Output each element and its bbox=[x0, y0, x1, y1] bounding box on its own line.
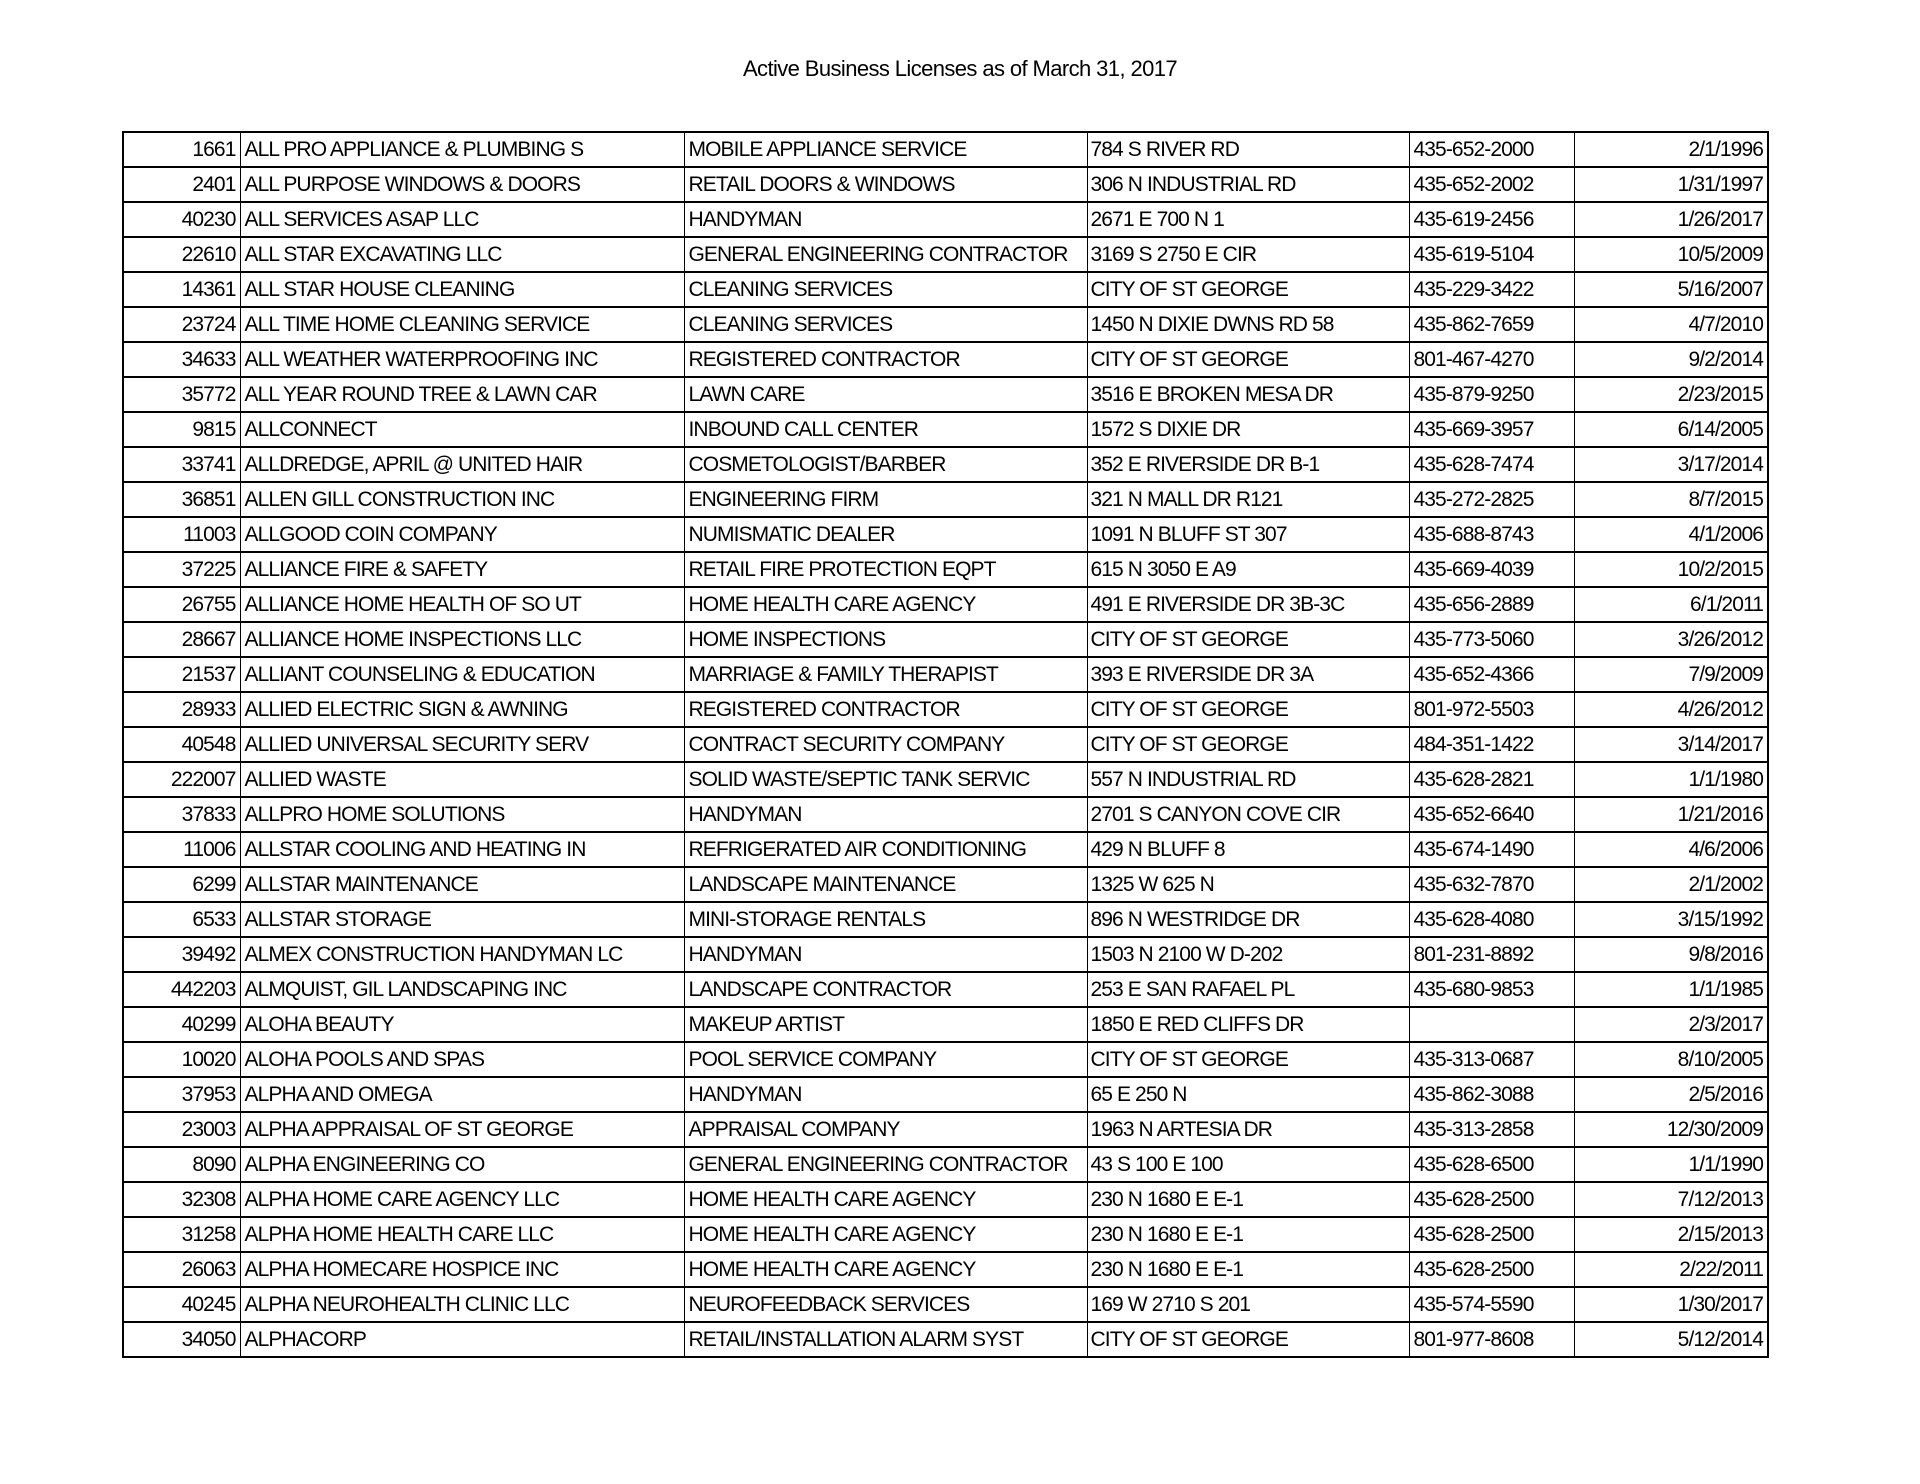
address-cell: 1091 N BLUFF ST 307 bbox=[1087, 517, 1409, 552]
business-name-cell: ALL YEAR ROUND TREE & LAWN CAR bbox=[240, 377, 684, 412]
license-number-cell: 35772 bbox=[123, 377, 240, 412]
business-type-cell: SOLID WASTE/SEPTIC TANK SERVIC bbox=[684, 762, 1087, 797]
license-number-cell: 1661 bbox=[123, 132, 240, 167]
business-name-cell: ALMQUIST, GIL LANDSCAPING INC bbox=[240, 972, 684, 1007]
business-name-cell: ALLIED UNIVERSAL SECURITY SERV bbox=[240, 727, 684, 762]
business-type-cell: GENERAL ENGINEERING CONTRACTOR bbox=[684, 1147, 1087, 1182]
address-cell: 2701 S CANYON COVE CIR bbox=[1087, 797, 1409, 832]
business-type-cell: HANDYMAN bbox=[684, 797, 1087, 832]
business-type-cell: GENERAL ENGINEERING CONTRACTOR bbox=[684, 237, 1087, 272]
address-cell: CITY OF ST GEORGE bbox=[1087, 1322, 1409, 1357]
table-row bbox=[123, 867, 1768, 902]
address-cell: 1572 S DIXIE DR bbox=[1087, 412, 1409, 447]
phone-cell: 435-619-5104 bbox=[1409, 237, 1574, 272]
business-type-cell: LANDSCAPE CONTRACTOR bbox=[684, 972, 1087, 1007]
phone-cell: 435-272-2825 bbox=[1409, 482, 1574, 517]
business-type-cell: RETAIL DOORS & WINDOWS bbox=[684, 167, 1087, 202]
address-cell: 615 N 3050 E A9 bbox=[1087, 552, 1409, 587]
business-type-cell: HANDYMAN bbox=[684, 1077, 1087, 1112]
issue-date-cell: 2/23/2015 bbox=[1574, 377, 1768, 412]
license-number-cell: 36851 bbox=[123, 482, 240, 517]
business-type-cell: HOME HEALTH CARE AGENCY bbox=[684, 1182, 1087, 1217]
address-cell: 429 N BLUFF 8 bbox=[1087, 832, 1409, 867]
license-number-cell: 37833 bbox=[123, 797, 240, 832]
business-name-cell: ALL STAR EXCAVATING LLC bbox=[240, 237, 684, 272]
license-number-cell: 9815 bbox=[123, 412, 240, 447]
address-cell: 253 E SAN RAFAEL PL bbox=[1087, 972, 1409, 1007]
issue-date-cell: 2/3/2017 bbox=[1574, 1007, 1768, 1042]
table-row bbox=[123, 272, 1768, 307]
business-name-cell: ALLIANCE HOME INSPECTIONS LLC bbox=[240, 622, 684, 657]
phone-cell: 435-652-4366 bbox=[1409, 657, 1574, 692]
phone-cell: 435-656-2889 bbox=[1409, 587, 1574, 622]
table-row bbox=[123, 727, 1768, 762]
business-type-cell: CLEANING SERVICES bbox=[684, 307, 1087, 342]
phone-cell: 435-773-5060 bbox=[1409, 622, 1574, 657]
address-cell: 896 N WESTRIDGE DR bbox=[1087, 902, 1409, 937]
phone-cell: 435-229-3422 bbox=[1409, 272, 1574, 307]
address-cell: 1325 W 625 N bbox=[1087, 867, 1409, 902]
license-number-cell: 37953 bbox=[123, 1077, 240, 1112]
license-number-cell: 39492 bbox=[123, 937, 240, 972]
business-type-cell: LAWN CARE bbox=[684, 377, 1087, 412]
license-number-cell: 28933 bbox=[123, 692, 240, 727]
issue-date-cell: 1/30/2017 bbox=[1574, 1287, 1768, 1322]
issue-date-cell: 5/12/2014 bbox=[1574, 1322, 1768, 1357]
address-cell: CITY OF ST GEORGE bbox=[1087, 1042, 1409, 1077]
address-cell: 230 N 1680 E E-1 bbox=[1087, 1182, 1409, 1217]
phone-cell: 801-972-5503 bbox=[1409, 692, 1574, 727]
issue-date-cell: 10/5/2009 bbox=[1574, 237, 1768, 272]
license-number-cell: 26063 bbox=[123, 1252, 240, 1287]
address-cell: 1850 E RED CLIFFS DR bbox=[1087, 1007, 1409, 1042]
business-name-cell: ALLEN GILL CONSTRUCTION INC bbox=[240, 482, 684, 517]
business-type-cell: RETAIL FIRE PROTECTION EQPT bbox=[684, 552, 1087, 587]
issue-date-cell: 4/26/2012 bbox=[1574, 692, 1768, 727]
table-row bbox=[123, 202, 1768, 237]
business-name-cell: ALPHA APPRAISAL OF ST GEORGE bbox=[240, 1112, 684, 1147]
table-row bbox=[123, 1077, 1768, 1112]
business-name-cell: ALLIED ELECTRIC SIGN & AWNING bbox=[240, 692, 684, 727]
issue-date-cell: 4/7/2010 bbox=[1574, 307, 1768, 342]
address-cell: 230 N 1680 E E-1 bbox=[1087, 1217, 1409, 1252]
business-name-cell: ALL TIME HOME CLEANING SERVICE bbox=[240, 307, 684, 342]
business-type-cell: RETAIL/INSTALLATION ALARM SYST bbox=[684, 1322, 1087, 1357]
business-type-cell: ENGINEERING FIRM bbox=[684, 482, 1087, 517]
business-name-cell: ALPHACORP bbox=[240, 1322, 684, 1357]
page-title: Active Business Licenses as of March 31, 2017 bbox=[742, 56, 1178, 81]
business-name-cell: ALLIED WASTE bbox=[240, 762, 684, 797]
license-number-cell: 40299 bbox=[123, 1007, 240, 1042]
issue-date-cell: 10/2/2015 bbox=[1574, 552, 1768, 587]
phone-cell: 435-862-7659 bbox=[1409, 307, 1574, 342]
table-row bbox=[123, 1007, 1768, 1042]
business-name-cell: ALLIANCE HOME HEALTH OF SO UT bbox=[240, 587, 684, 622]
address-cell: 3516 E BROKEN MESA DR bbox=[1087, 377, 1409, 412]
business-type-cell: CLEANING SERVICES bbox=[684, 272, 1087, 307]
business-name-cell: ALL STAR HOUSE CLEANING bbox=[240, 272, 684, 307]
table-row bbox=[123, 762, 1768, 797]
phone-cell: 435-862-3088 bbox=[1409, 1077, 1574, 1112]
phone-cell: 435-632-7870 bbox=[1409, 867, 1574, 902]
business-type-cell: COSMETOLOGIST/BARBER bbox=[684, 447, 1087, 482]
phone-cell: 435-652-6640 bbox=[1409, 797, 1574, 832]
table-row bbox=[123, 937, 1768, 972]
business-type-cell: HOME HEALTH CARE AGENCY bbox=[684, 1217, 1087, 1252]
issue-date-cell: 12/30/2009 bbox=[1574, 1112, 1768, 1147]
table-row bbox=[123, 1182, 1768, 1217]
table-row bbox=[123, 167, 1768, 202]
business-type-cell: NUMISMATIC DEALER bbox=[684, 517, 1087, 552]
table-row bbox=[123, 587, 1768, 622]
business-name-cell: ALPHA ENGINEERING CO bbox=[240, 1147, 684, 1182]
issue-date-cell: 2/1/1996 bbox=[1574, 132, 1768, 167]
license-number-cell: 40230 bbox=[123, 202, 240, 237]
business-type-cell: HOME INSPECTIONS bbox=[684, 622, 1087, 657]
table-row bbox=[123, 1287, 1768, 1322]
phone-cell: 435-680-9853 bbox=[1409, 972, 1574, 1007]
business-type-cell: INBOUND CALL CENTER bbox=[684, 412, 1087, 447]
table-row bbox=[123, 132, 1768, 167]
phone-cell: 801-977-8608 bbox=[1409, 1322, 1574, 1357]
license-number-cell: 31258 bbox=[123, 1217, 240, 1252]
table-row bbox=[123, 1042, 1768, 1077]
issue-date-cell: 1/1/1990 bbox=[1574, 1147, 1768, 1182]
address-cell: 393 E RIVERSIDE DR 3A bbox=[1087, 657, 1409, 692]
address-cell: 321 N MALL DR R121 bbox=[1087, 482, 1409, 517]
table-row bbox=[123, 307, 1768, 342]
business-type-cell: REGISTERED CONTRACTOR bbox=[684, 342, 1087, 377]
business-name-cell: ALPHA NEUROHEALTH CLINIC LLC bbox=[240, 1287, 684, 1322]
issue-date-cell: 1/31/1997 bbox=[1574, 167, 1768, 202]
issue-date-cell: 2/1/2002 bbox=[1574, 867, 1768, 902]
address-cell: CITY OF ST GEORGE bbox=[1087, 692, 1409, 727]
phone-cell: 435-674-1490 bbox=[1409, 832, 1574, 867]
business-type-cell: HOME HEALTH CARE AGENCY bbox=[684, 1252, 1087, 1287]
business-name-cell: ALOHA POOLS AND SPAS bbox=[240, 1042, 684, 1077]
license-number-cell: 8090 bbox=[123, 1147, 240, 1182]
issue-date-cell: 3/14/2017 bbox=[1574, 727, 1768, 762]
phone-cell: 435-313-0687 bbox=[1409, 1042, 1574, 1077]
phone-cell: 435-669-3957 bbox=[1409, 412, 1574, 447]
phone-cell: 435-628-2500 bbox=[1409, 1217, 1574, 1252]
phone-cell: 435-574-5590 bbox=[1409, 1287, 1574, 1322]
table-row bbox=[123, 342, 1768, 377]
table-row bbox=[123, 447, 1768, 482]
license-number-cell: 40548 bbox=[123, 727, 240, 762]
table-row bbox=[123, 517, 1768, 552]
table-row bbox=[123, 832, 1768, 867]
address-cell: CITY OF ST GEORGE bbox=[1087, 342, 1409, 377]
business-name-cell: ALMEX CONSTRUCTION HANDYMAN LC bbox=[240, 937, 684, 972]
business-name-cell: ALLGOOD COIN COMPANY bbox=[240, 517, 684, 552]
issue-date-cell: 9/8/2016 bbox=[1574, 937, 1768, 972]
issue-date-cell: 2/5/2016 bbox=[1574, 1077, 1768, 1112]
issue-date-cell: 3/15/1992 bbox=[1574, 902, 1768, 937]
address-cell: 352 E RIVERSIDE DR B-1 bbox=[1087, 447, 1409, 482]
table-row bbox=[123, 692, 1768, 727]
table-row bbox=[123, 972, 1768, 1007]
table-row bbox=[123, 377, 1768, 412]
issue-date-cell: 8/7/2015 bbox=[1574, 482, 1768, 517]
business-type-cell: APPRAISAL COMPANY bbox=[684, 1112, 1087, 1147]
license-number-cell: 22610 bbox=[123, 237, 240, 272]
license-number-cell: 28667 bbox=[123, 622, 240, 657]
issue-date-cell: 1/26/2017 bbox=[1574, 202, 1768, 237]
issue-date-cell: 5/16/2007 bbox=[1574, 272, 1768, 307]
business-type-cell: LANDSCAPE MAINTENANCE bbox=[684, 867, 1087, 902]
issue-date-cell: 1/21/2016 bbox=[1574, 797, 1768, 832]
business-type-cell: CONTRACT SECURITY COMPANY bbox=[684, 727, 1087, 762]
license-number-cell: 32308 bbox=[123, 1182, 240, 1217]
issue-date-cell: 7/12/2013 bbox=[1574, 1182, 1768, 1217]
address-cell: 65 E 250 N bbox=[1087, 1077, 1409, 1112]
license-number-cell: 6299 bbox=[123, 867, 240, 902]
business-name-cell: ALPHA HOME HEALTH CARE LLC bbox=[240, 1217, 684, 1252]
phone-cell: 435-652-2000 bbox=[1409, 132, 1574, 167]
address-cell: 3169 S 2750 E CIR bbox=[1087, 237, 1409, 272]
table-row bbox=[123, 797, 1768, 832]
business-type-cell: HANDYMAN bbox=[684, 937, 1087, 972]
license-number-cell: 23003 bbox=[123, 1112, 240, 1147]
address-cell: 230 N 1680 E E-1 bbox=[1087, 1252, 1409, 1287]
phone-cell: 435-688-8743 bbox=[1409, 517, 1574, 552]
business-type-cell: POOL SERVICE COMPANY bbox=[684, 1042, 1087, 1077]
business-name-cell: ALL WEATHER WATERPROOFING INC bbox=[240, 342, 684, 377]
license-number-cell: 37225 bbox=[123, 552, 240, 587]
phone-cell: 435-619-2456 bbox=[1409, 202, 1574, 237]
business-name-cell: ALLSTAR MAINTENANCE bbox=[240, 867, 684, 902]
phone-cell bbox=[1409, 1007, 1574, 1042]
address-cell: 306 N INDUSTRIAL RD bbox=[1087, 167, 1409, 202]
table-row bbox=[123, 1147, 1768, 1182]
business-name-cell: ALLPRO HOME SOLUTIONS bbox=[240, 797, 684, 832]
business-type-cell: REFRIGERATED AIR CONDITIONING bbox=[684, 832, 1087, 867]
business-type-cell: REGISTERED CONTRACTOR bbox=[684, 692, 1087, 727]
phone-cell: 435-628-2821 bbox=[1409, 762, 1574, 797]
business-name-cell: ALLSTAR COOLING AND HEATING IN bbox=[240, 832, 684, 867]
license-number-cell: 10020 bbox=[123, 1042, 240, 1077]
issue-date-cell: 9/2/2014 bbox=[1574, 342, 1768, 377]
issue-date-cell: 6/1/2011 bbox=[1574, 587, 1768, 622]
issue-date-cell: 2/22/2011 bbox=[1574, 1252, 1768, 1287]
phone-cell: 435-628-4080 bbox=[1409, 902, 1574, 937]
table-row bbox=[123, 1112, 1768, 1147]
license-number-cell: 6533 bbox=[123, 902, 240, 937]
address-cell: CITY OF ST GEORGE bbox=[1087, 622, 1409, 657]
issue-date-cell: 8/10/2005 bbox=[1574, 1042, 1768, 1077]
license-number-cell: 11003 bbox=[123, 517, 240, 552]
business-name-cell: ALL SERVICES ASAP LLC bbox=[240, 202, 684, 237]
table-row bbox=[123, 412, 1768, 447]
license-number-cell: 34633 bbox=[123, 342, 240, 377]
business-type-cell: HANDYMAN bbox=[684, 202, 1087, 237]
license-number-cell: 40245 bbox=[123, 1287, 240, 1322]
phone-cell: 435-628-6500 bbox=[1409, 1147, 1574, 1182]
issue-date-cell: 4/1/2006 bbox=[1574, 517, 1768, 552]
phone-cell: 435-652-2002 bbox=[1409, 167, 1574, 202]
license-number-cell: 222007 bbox=[123, 762, 240, 797]
business-type-cell: MAKEUP ARTIST bbox=[684, 1007, 1087, 1042]
phone-cell: 435-628-7474 bbox=[1409, 447, 1574, 482]
table-row bbox=[123, 237, 1768, 272]
table-row bbox=[123, 552, 1768, 587]
business-name-cell: ALL PRO APPLIANCE & PLUMBING S bbox=[240, 132, 684, 167]
business-type-cell: HOME HEALTH CARE AGENCY bbox=[684, 587, 1087, 622]
address-cell: 43 S 100 E 100 bbox=[1087, 1147, 1409, 1182]
business-name-cell: ALLIANCE FIRE & SAFETY bbox=[240, 552, 684, 587]
license-number-cell: 26755 bbox=[123, 587, 240, 622]
license-number-cell: 2401 bbox=[123, 167, 240, 202]
table-row bbox=[123, 1252, 1768, 1287]
licenses-table bbox=[122, 131, 1769, 1358]
issue-date-cell: 4/6/2006 bbox=[1574, 832, 1768, 867]
license-number-cell: 33741 bbox=[123, 447, 240, 482]
phone-cell: 435-628-2500 bbox=[1409, 1182, 1574, 1217]
issue-date-cell: 3/17/2014 bbox=[1574, 447, 1768, 482]
address-cell: 491 E RIVERSIDE DR 3B-3C bbox=[1087, 587, 1409, 622]
issue-date-cell: 1/1/1985 bbox=[1574, 972, 1768, 1007]
table-row bbox=[123, 657, 1768, 692]
address-cell: 169 W 2710 S 201 bbox=[1087, 1287, 1409, 1322]
address-cell: 2671 E 700 N 1 bbox=[1087, 202, 1409, 237]
business-type-cell: MARRIAGE & FAMILY THERAPIST bbox=[684, 657, 1087, 692]
address-cell: CITY OF ST GEORGE bbox=[1087, 272, 1409, 307]
address-cell: 1450 N DIXIE DWNS RD 58 bbox=[1087, 307, 1409, 342]
address-cell: 784 S RIVER RD bbox=[1087, 132, 1409, 167]
table-row bbox=[123, 482, 1768, 517]
phone-cell: 435-628-2500 bbox=[1409, 1252, 1574, 1287]
phone-cell: 435-879-9250 bbox=[1409, 377, 1574, 412]
business-name-cell: ALLCONNECT bbox=[240, 412, 684, 447]
issue-date-cell: 3/26/2012 bbox=[1574, 622, 1768, 657]
business-type-cell: MOBILE APPLIANCE SERVICE bbox=[684, 132, 1087, 167]
business-type-cell: NEUROFEEDBACK SERVICES bbox=[684, 1287, 1087, 1322]
business-name-cell: ALLSTAR STORAGE bbox=[240, 902, 684, 937]
issue-date-cell: 7/9/2009 bbox=[1574, 657, 1768, 692]
business-name-cell: ALL PURPOSE WINDOWS & DOORS bbox=[240, 167, 684, 202]
license-number-cell: 442203 bbox=[123, 972, 240, 1007]
address-cell: 1503 N 2100 W D-202 bbox=[1087, 937, 1409, 972]
address-cell: 1963 N ARTESIA DR bbox=[1087, 1112, 1409, 1147]
phone-cell: 484-351-1422 bbox=[1409, 727, 1574, 762]
business-name-cell: ALLIANT COUNSELING & EDUCATION bbox=[240, 657, 684, 692]
license-number-cell: 34050 bbox=[123, 1322, 240, 1357]
license-number-cell: 14361 bbox=[123, 272, 240, 307]
business-type-cell: MINI-STORAGE RENTALS bbox=[684, 902, 1087, 937]
table-row bbox=[123, 622, 1768, 657]
business-name-cell: ALPHA HOME CARE AGENCY LLC bbox=[240, 1182, 684, 1217]
license-number-cell: 23724 bbox=[123, 307, 240, 342]
business-name-cell: ALOHA BEAUTY bbox=[240, 1007, 684, 1042]
phone-cell: 435-669-4039 bbox=[1409, 552, 1574, 587]
issue-date-cell: 2/15/2013 bbox=[1574, 1217, 1768, 1252]
license-number-cell: 11006 bbox=[123, 832, 240, 867]
license-number-cell: 21537 bbox=[123, 657, 240, 692]
issue-date-cell: 6/14/2005 bbox=[1574, 412, 1768, 447]
phone-cell: 801-231-8892 bbox=[1409, 937, 1574, 972]
business-name-cell: ALLDREDGE, APRIL @ UNITED HAIR bbox=[240, 447, 684, 482]
phone-cell: 435-313-2858 bbox=[1409, 1112, 1574, 1147]
business-name-cell: ALPHA AND OMEGA bbox=[240, 1077, 684, 1112]
phone-cell: 801-467-4270 bbox=[1409, 342, 1574, 377]
business-name-cell: ALPHA HOMECARE HOSPICE INC bbox=[240, 1252, 684, 1287]
address-cell: 557 N INDUSTRIAL RD bbox=[1087, 762, 1409, 797]
issue-date-cell: 1/1/1980 bbox=[1574, 762, 1768, 797]
address-cell: CITY OF ST GEORGE bbox=[1087, 727, 1409, 762]
table-row bbox=[123, 902, 1768, 937]
table-row bbox=[123, 1217, 1768, 1252]
table-row bbox=[123, 1322, 1768, 1357]
